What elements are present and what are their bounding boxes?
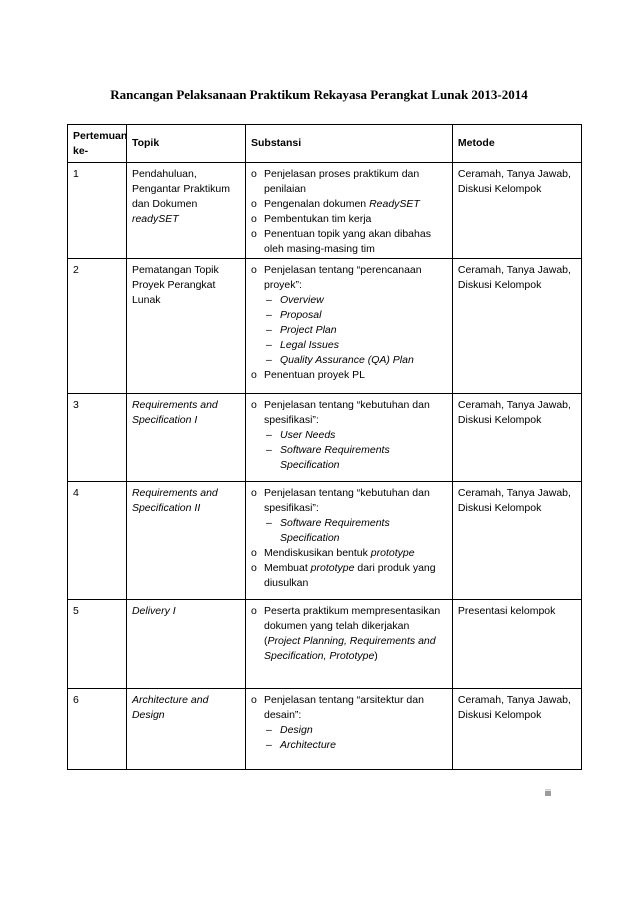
cell-topik: Requirements and Specification I bbox=[126, 394, 245, 482]
list-item bbox=[251, 693, 447, 753]
topik-line: Pendahuluan, bbox=[131, 168, 197, 180]
topik-line: readySET bbox=[131, 213, 179, 225]
cell-substansi bbox=[245, 259, 452, 394]
sub-list-item: – Quality Assurance (QA) Plan bbox=[266, 353, 447, 368]
list-item: o Pembentukan tim kerja bbox=[251, 212, 447, 227]
table-row bbox=[68, 163, 582, 259]
cell-topik bbox=[126, 163, 245, 259]
cell-topik: Requirements and Specification II bbox=[126, 482, 245, 600]
sub-list-item: – Design bbox=[266, 723, 447, 738]
cell-no: 1 bbox=[68, 163, 127, 259]
list-item bbox=[251, 486, 447, 546]
table-row bbox=[68, 689, 582, 770]
cell-metode: Ceramah, Tanya Jawab, Diskusi Kelompok bbox=[452, 689, 581, 770]
text: Pengenalan dokumen bbox=[263, 198, 370, 210]
list-item bbox=[251, 604, 447, 664]
sub-list-item: – Legal Issues bbox=[266, 338, 447, 353]
schedule-table bbox=[67, 124, 582, 770]
cell-metode: Ceramah, Tanya Jawab, Diskusi Kelompok bbox=[452, 259, 581, 394]
cell-topik: Architecture and Design bbox=[126, 689, 245, 770]
list-item bbox=[251, 197, 447, 212]
text: ReadySET bbox=[369, 198, 420, 210]
text: Mendiskusikan bentuk bbox=[263, 547, 371, 559]
cell-no: 4 bbox=[68, 482, 127, 600]
list-item bbox=[251, 546, 447, 561]
header-pertemuan: Pertemuan ke- bbox=[68, 125, 127, 163]
cell-substansi bbox=[245, 163, 452, 259]
sub-list-item: – Architecture bbox=[266, 738, 447, 753]
cell-topik: Delivery I bbox=[126, 600, 245, 689]
text: prototype bbox=[310, 562, 355, 574]
list-item: o Penentuan proyek PL bbox=[251, 368, 447, 383]
text: o Penjelasan tentang “arsitektur dan desain”: bbox=[263, 694, 424, 721]
cell-metode: Ceramah, Tanya Jawab, Diskusi Kelompok bbox=[452, 394, 581, 482]
document-title: Rancangan Pelaksanaan Praktikum Rekayasa Perangkat Lunak 2013-2014 bbox=[110, 87, 528, 102]
sub-list-item: – Project Plan bbox=[266, 323, 447, 338]
list-item: o Penjelasan proses praktikum dan penilaian bbox=[251, 167, 447, 197]
sub-list-item: – Overview bbox=[266, 293, 447, 308]
text: o Penjelasan tentang “kebutuhan dan spesifikasi”: bbox=[263, 487, 430, 514]
cell-substansi bbox=[245, 600, 452, 689]
table-row bbox=[68, 482, 582, 600]
cell-no: 2 bbox=[68, 259, 127, 394]
list-item: o Penentuan topik yang akan dibahas oleh masing-masing tim bbox=[251, 227, 447, 257]
cell-topik: Pematangan Topik Proyek Perangkat Lunak bbox=[126, 259, 245, 394]
text: Project Planning, Requirements and Specification, Prototype bbox=[263, 635, 436, 662]
text: prototype bbox=[370, 547, 415, 559]
cell-metode: Ceramah, Tanya Jawab, Diskusi Kelompok bbox=[452, 163, 581, 259]
topik-line: dan Dokumen bbox=[131, 198, 198, 210]
sub-list-item: – Software Requirements Specification bbox=[266, 443, 447, 473]
header-metode: Metode bbox=[452, 125, 581, 163]
sub-list-item: – User Needs bbox=[266, 428, 447, 443]
text: o Penjelasan tentang “kebutuhan dan spesifikasi”: bbox=[263, 399, 430, 426]
header-topik: Topik bbox=[126, 125, 245, 163]
cell-metode: Ceramah, Tanya Jawab, Diskusi Kelompok bbox=[452, 482, 581, 600]
sub-list-item: – Software Requirements Specification bbox=[266, 516, 447, 546]
text: ) bbox=[374, 650, 378, 662]
list-item bbox=[251, 398, 447, 473]
table-row bbox=[68, 600, 582, 689]
page-number: iii bbox=[545, 788, 551, 798]
cell-substansi bbox=[245, 689, 452, 770]
table-header-row bbox=[68, 125, 582, 163]
text: Peserta praktikum mempresentasikan dokumen yang telah dikerjakan ( bbox=[263, 605, 441, 647]
topik-line: Pengantar Praktikum bbox=[131, 183, 231, 195]
cell-no: 3 bbox=[68, 394, 127, 482]
text: o Penjelasan tentang “perencanaan proyek”: bbox=[263, 264, 422, 291]
sub-list-item: – Proposal bbox=[266, 308, 447, 323]
cell-substansi bbox=[245, 394, 452, 482]
cell-substansi bbox=[245, 482, 452, 600]
header-substansi: Substansi bbox=[245, 125, 452, 163]
table-row bbox=[68, 259, 582, 394]
list-item bbox=[251, 561, 447, 591]
text: dari produk yang diusulkan bbox=[263, 562, 436, 589]
table-row bbox=[68, 394, 582, 482]
cell-no: 6 bbox=[68, 689, 127, 770]
text: Membuat bbox=[263, 562, 311, 574]
list-item bbox=[251, 263, 447, 368]
cell-metode: Presentasi kelompok bbox=[452, 600, 581, 689]
cell-no: 5 bbox=[68, 600, 127, 689]
